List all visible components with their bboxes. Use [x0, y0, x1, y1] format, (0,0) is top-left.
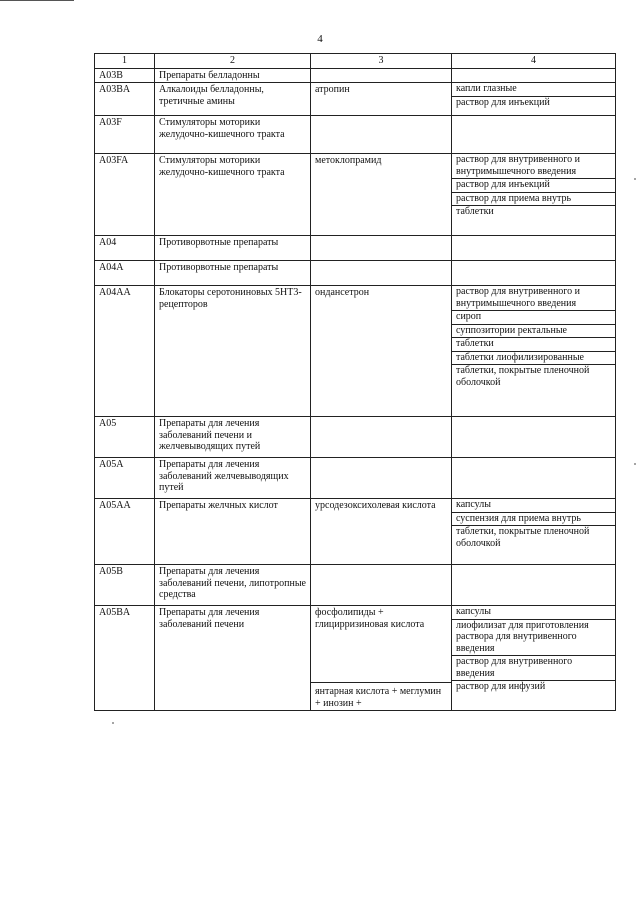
- group-name: Блокаторы серотониновых 5НТ3-рецепторов: [155, 286, 311, 417]
- drug-name: [311, 565, 452, 606]
- dosage-forms: [452, 499, 616, 565]
- table-row: [95, 499, 616, 565]
- dosage-form: таблетки лиофилизированные: [452, 352, 615, 366]
- drug-table: [94, 53, 616, 711]
- group-name: Препараты для лечения заболеваний печени: [155, 606, 311, 711]
- atc-code: A05B: [95, 565, 155, 606]
- dosage-form: раствор для инъекций: [452, 179, 615, 193]
- scan-speck: [634, 178, 636, 180]
- atc-code: A03BA: [95, 83, 155, 116]
- atc-code: A04: [95, 236, 155, 261]
- atc-code: A04AA: [95, 286, 155, 417]
- top-edge-line: [0, 0, 74, 1]
- dosage-forms: [452, 417, 616, 458]
- drug-name: [311, 261, 452, 286]
- table-row: [95, 236, 616, 261]
- group-name: Препараты для лечения заболеваний печени, липотропные средства: [155, 565, 311, 606]
- col-header-2: 2: [155, 54, 311, 69]
- dosage-forms: [452, 565, 616, 606]
- dosage-form: раствор для внутривенного и внутримышечного введения: [452, 286, 615, 311]
- drug-name: метоклопрамид: [311, 154, 452, 236]
- group-name: Противорвотные препараты: [155, 261, 311, 286]
- group-name: Препараты для лечения заболеваний печени и желчевыводящих путей: [155, 417, 311, 458]
- drug-name: атропин: [311, 83, 452, 116]
- drug-name: [311, 417, 452, 458]
- dosage-form: капли глазные: [452, 83, 615, 97]
- drug-name: урсодезоксихолевая кислота: [311, 499, 452, 565]
- col-header-1: 1: [95, 54, 155, 69]
- table-row: [95, 458, 616, 499]
- dosage-forms: [452, 154, 616, 236]
- scan-speck: [634, 463, 636, 465]
- dosage-form: таблетки: [452, 338, 615, 352]
- table-row: [95, 116, 616, 154]
- table-row: [95, 565, 616, 606]
- table-row: [95, 154, 616, 236]
- atc-code: A05A: [95, 458, 155, 499]
- table-row: [95, 417, 616, 458]
- dosage-form: раствор для внутривенного введения: [452, 656, 615, 681]
- col-header-3: 3: [311, 54, 452, 69]
- drug-name: янтарная кислота + меглумин + инозин +: [311, 682, 451, 709]
- dosage-forms: [452, 236, 616, 261]
- scan-speck: [112, 722, 114, 724]
- drug-name: фосфолипиды + глицирризиновая кислота: [315, 607, 425, 630]
- dosage-form: раствор для инфузий: [456, 681, 546, 692]
- drug-name: ондансетрон: [311, 286, 452, 417]
- dosage-form: раствор для инъекций: [456, 96, 550, 108]
- dosage-form: суппозитории ректальные: [452, 325, 615, 339]
- drug-name: [311, 68, 452, 83]
- atc-code: A05: [95, 417, 155, 458]
- dosage-forms: [452, 68, 616, 83]
- page-number: 4: [317, 33, 323, 45]
- group-name: Препараты белладонны: [155, 68, 311, 83]
- atc-code: A05BA: [95, 606, 155, 711]
- drug-names: [311, 606, 452, 711]
- drug-name: [311, 116, 452, 154]
- table-row: [95, 606, 616, 711]
- atc-code: A03B: [95, 68, 155, 83]
- group-name: Противорвотные препараты: [155, 236, 311, 261]
- dosage-form: лиофилизат для приготовления раствора для внутривенного введения: [452, 620, 615, 657]
- atc-code: A03F: [95, 116, 155, 154]
- table-row: [95, 68, 616, 83]
- dosage-form: таблетки: [456, 206, 494, 217]
- dosage-forms: [452, 458, 616, 499]
- dosage-forms: [452, 261, 616, 286]
- dosage-form: раствор для внутривенного и внутримышечного введения: [452, 154, 615, 179]
- atc-code: A05AA: [95, 499, 155, 565]
- table-row: [95, 83, 616, 116]
- dosage-form: суспензия для приема внутрь: [452, 513, 615, 527]
- dosage-forms: [452, 286, 616, 417]
- dosage-form: капсулы: [452, 499, 615, 513]
- dosage-forms: [452, 83, 616, 116]
- dosage-forms: [452, 606, 616, 711]
- dosage-forms: [452, 116, 616, 154]
- drug-name: [311, 236, 452, 261]
- group-name: Стимуляторы моторики желудочно-кишечного тракта: [155, 116, 311, 154]
- drug-name: [311, 458, 452, 499]
- group-name: Препараты для лечения заболеваний желчевыводящих путей: [155, 458, 311, 499]
- group-name: Стимуляторы моторики желудочно-кишечного тракта: [155, 154, 311, 236]
- table-row: [95, 286, 616, 417]
- col-header-4: 4: [452, 54, 616, 69]
- table-row: [95, 261, 616, 286]
- dosage-form: сироп: [452, 311, 615, 325]
- group-name: Препараты желчных кислот: [155, 499, 311, 565]
- atc-code: A04A: [95, 261, 155, 286]
- atc-code: A03FA: [95, 154, 155, 236]
- dosage-form: раствор для приема внутрь: [452, 193, 615, 207]
- dosage-form: капсулы: [452, 606, 615, 620]
- dosage-form: таблетки, покрытые пленочной оболочкой: [456, 526, 590, 549]
- dosage-form: таблетки, покрытые пленочной оболочкой: [456, 365, 590, 388]
- group-name: Алкалоиды белладонны, третичные амины: [155, 83, 311, 116]
- header-row: [95, 54, 616, 69]
